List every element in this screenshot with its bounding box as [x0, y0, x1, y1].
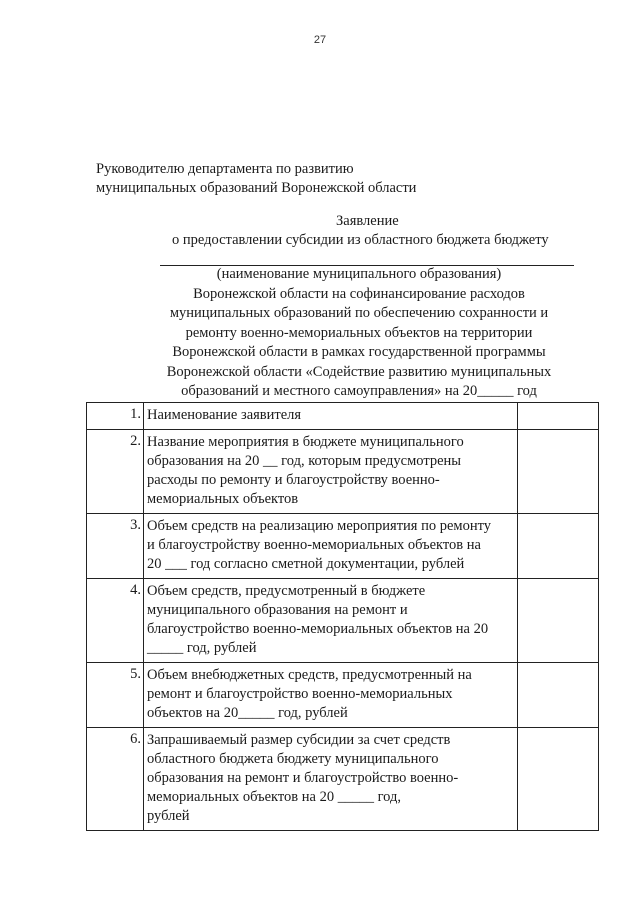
row-text-line: расходы по ремонту и благоустройству военно- [147, 472, 440, 488]
table-row [87, 430, 599, 514]
table-row [87, 514, 599, 579]
row-text-line: областного бюджета бюджету муниципального [147, 751, 439, 767]
row-description [144, 430, 518, 514]
row-text-line: 20 ___ год согласно сметной документации, рублей [147, 556, 465, 572]
row-text-line: Запрашиваемый размер субсидии за счет средств [147, 732, 451, 748]
row-text-line: рублей [147, 808, 190, 824]
row-number: 4. [87, 579, 144, 663]
table-row [87, 403, 599, 430]
body-line: Воронежской области «Содействие развитию муниципальных [166, 363, 552, 380]
municipality-hint: (наименование муниципального образования) [216, 266, 502, 282]
row-text-line: Объем внебюджетных средств, предусмотренный на [147, 667, 472, 683]
body-line: Воронежской области на софинансирование расходов [193, 285, 525, 302]
addressee-line: Руководителю департамента по развитию [96, 161, 354, 177]
body-line: ремонту военно-мемориальных объектов на территории [185, 324, 533, 341]
document-subtitle: о предоставлении субсидии из областного бюджета бюджету [172, 232, 549, 248]
row-text-line: Объем средств на реализацию мероприятия по ремонту [147, 518, 491, 534]
application-body [140, 265, 578, 402]
row-description [144, 514, 518, 579]
row-description [144, 728, 518, 831]
table-row [87, 579, 599, 663]
application-form-table [86, 402, 599, 831]
body-line: муниципальных образований по обеспечению сохранности и [169, 305, 549, 321]
row-description [144, 579, 518, 663]
page-number: 27 [313, 34, 327, 46]
body-line: Воронежской области в рамках государственной программы [172, 344, 546, 360]
row-text-line: Наименование заявителя [147, 407, 302, 423]
row-value-cell[interactable] [518, 663, 599, 728]
row-value-cell[interactable] [518, 579, 599, 663]
row-text-line: мемориальных объектов [147, 491, 299, 507]
table-row [87, 663, 599, 728]
row-text-line: объектов на 20_____ год, рублей [147, 705, 348, 721]
addressee-line: муниципальных образований Воронежской области [96, 180, 417, 196]
row-description [144, 403, 518, 430]
row-value-cell[interactable] [518, 430, 599, 514]
addressee-block [96, 160, 416, 198]
row-text-line: муниципального образования на ремонт и [147, 602, 408, 618]
row-text-line: образования на ремонт и благоустройство военно- [147, 770, 459, 786]
row-text-line: мемориальных объектов на 20 _____ год, [147, 789, 401, 805]
row-text-line: ремонт и благоустройство военно-мемориальных [147, 686, 453, 702]
row-text-line: благоустройство военно-мемориальных объектов на 20 [147, 621, 489, 637]
row-value-cell[interactable] [518, 728, 599, 831]
table-row [87, 728, 599, 831]
row-number: 6. [87, 728, 144, 831]
row-text-line: _____ год, рублей [147, 640, 257, 656]
row-text-line: образования на 20 __ год, которым предусмотрены [147, 453, 462, 469]
row-text-line: Объем средств, предусмотренный в бюджете [147, 583, 426, 599]
body-line: образований и местного самоуправления» на 20_____ год [181, 383, 537, 399]
row-number: 1. [87, 403, 144, 430]
row-number: 3. [87, 514, 144, 579]
row-value-cell[interactable] [518, 403, 599, 430]
row-description [144, 663, 518, 728]
row-number: 5. [87, 663, 144, 728]
row-text-line: Название мероприятия в бюджете муниципального [147, 434, 464, 450]
row-value-cell[interactable] [518, 514, 599, 579]
document-title: Заявление [336, 213, 399, 229]
row-number: 2. [87, 430, 144, 514]
row-text-line: и благоустройству военно-мемориальных объектов на [147, 537, 481, 553]
